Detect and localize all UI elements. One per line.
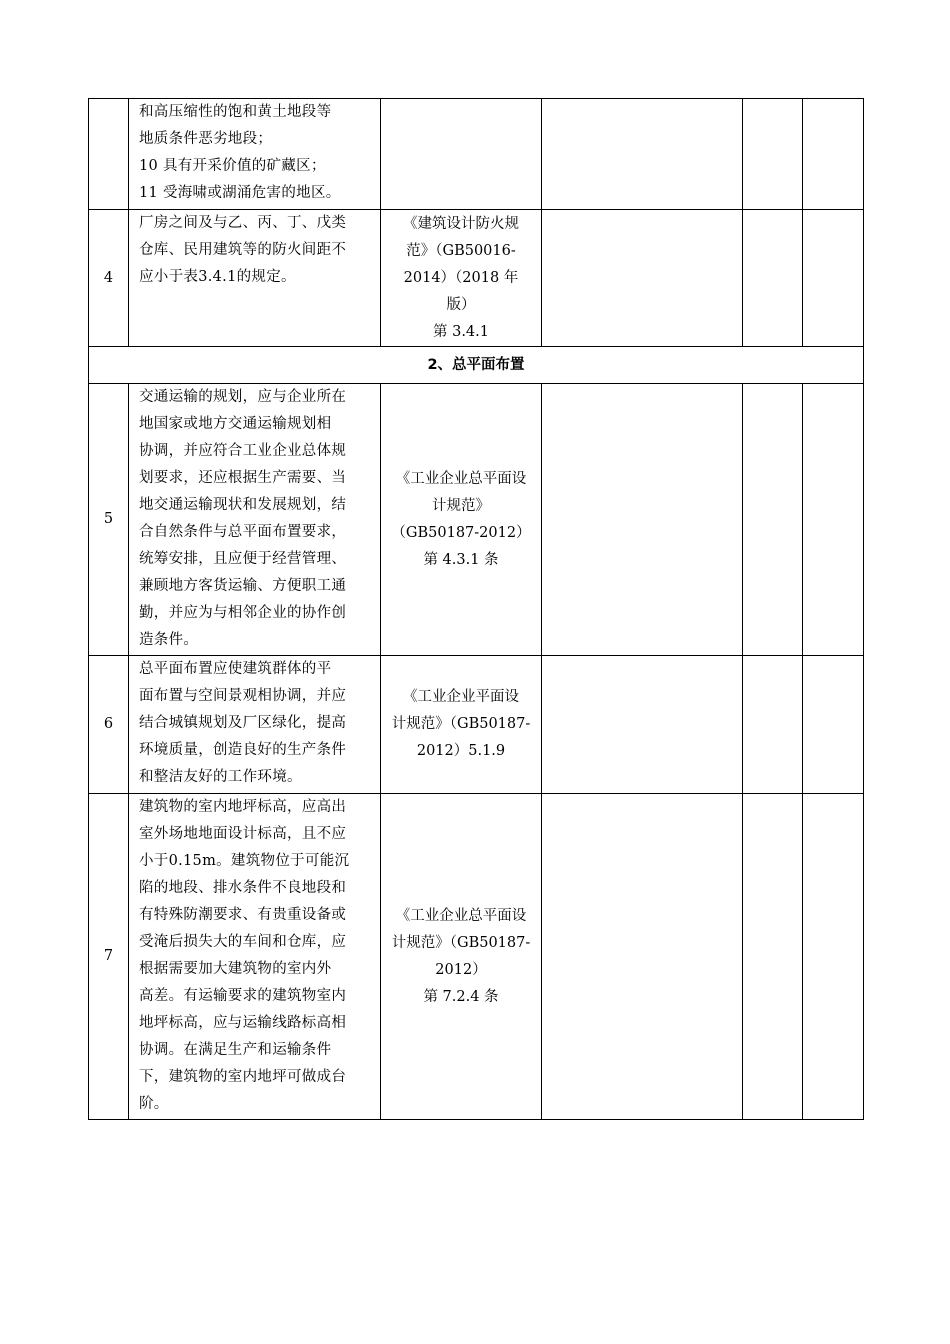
requirement-line: 建筑物的室内地坪标高，应高出: [139, 799, 347, 815]
requirement-line: 结合城镇规划及厂区绿化，提高: [139, 715, 347, 731]
section-row: [89, 347, 864, 384]
requirement-line: 地交通运输现状和发展规划，结: [139, 497, 347, 513]
requirement-line: 交通运输的规划，应与企业所在: [139, 389, 347, 405]
requirement-line: 兼顾地方客货运输、方便职工通: [139, 578, 347, 594]
requirement-line: 受淹后损失大的车间和仓库，应: [139, 934, 347, 950]
basis-line: 计规范》: [432, 497, 490, 514]
requirement-line: 仓库、民用建筑等的防火间距不: [139, 242, 347, 258]
table-row: [89, 99, 864, 210]
section-title: 2、总平面布置: [89, 347, 864, 384]
basis-line: 2014）（2018 年: [403, 269, 519, 286]
requirement-line: 陷的地段、排水条件不良地段和: [139, 880, 347, 896]
basis-cell: [381, 656, 542, 794]
requirement-line: 总平面布置应使建筑群体的平: [139, 661, 332, 677]
inspection-table: [88, 98, 864, 1120]
requirement-cell: [129, 656, 381, 794]
empty-cell: [542, 656, 743, 794]
requirement-line: 协调，并应符合工业企业总体规: [139, 443, 347, 459]
requirement-line: 环境质量，创造良好的生产条件: [139, 742, 347, 758]
basis-line: 《工业企业总平面设: [395, 907, 527, 924]
requirement-line: 厂房之间及与乙、丙、丁、戊类: [139, 215, 347, 231]
basis-cell: [381, 384, 542, 656]
empty-cell: [803, 656, 864, 794]
row-number: 5: [89, 384, 129, 656]
empty-cell: [743, 656, 803, 794]
empty-cell: [743, 794, 803, 1120]
requirement-line: 10 具有开采价值的矿藏区；: [139, 158, 326, 174]
basis-line: 计规范》（GB50187-: [391, 716, 531, 732]
requirement-line: 高差。有运输要求的建筑物室内: [139, 988, 347, 1004]
empty-cell: [803, 384, 864, 656]
empty-cell: [542, 99, 743, 210]
table-row: [89, 794, 864, 1120]
empty-cell: [743, 99, 803, 210]
requirement-line: 划要求，还应根据生产需要、当: [139, 470, 347, 486]
requirement-line: 地坪标高，应与运输线路标高相: [139, 1015, 347, 1031]
table-row: [89, 656, 864, 794]
empty-cell: [542, 384, 743, 656]
basis-line: 《工业企业总平面设: [395, 470, 527, 487]
requirement-cell: [129, 384, 381, 656]
empty-cell: [743, 210, 803, 347]
requirement-line: 下，建筑物的室内地坪可做成台: [139, 1069, 347, 1085]
requirement-line: 勤，并应为与相邻企业的协作创: [139, 605, 347, 621]
basis-line: （GB50187-2012）: [391, 524, 531, 541]
basis-line: 2012）: [435, 961, 487, 978]
basis-cell: [381, 210, 542, 347]
requirement-line: 和高压缩性的饱和黄土地段等: [139, 104, 332, 120]
requirement-line: 地国家或地方交通运输规划相: [139, 416, 332, 432]
requirement-line: 根据需要加大建筑物的室内外: [139, 961, 332, 977]
basis-line: 第 7.2.4 条: [423, 988, 499, 1005]
row-number: 6: [89, 656, 129, 794]
row-number: 7: [89, 794, 129, 1120]
basis-line: 范》（GB50016-: [406, 242, 516, 259]
empty-cell: [803, 794, 864, 1120]
basis-line: 《建筑设计防火规: [403, 215, 519, 232]
requirement-line: 面布置与空间景观相协调，并应: [139, 688, 347, 704]
basis-line: 第 3.4.1: [432, 323, 489, 340]
requirement-line: 协调。在满足生产和运输条件: [139, 1042, 332, 1058]
requirement-line: 统筹安排，且应便于经营管理、: [139, 551, 347, 567]
requirement-line: 应小于表3.4.1的规定。: [139, 269, 296, 285]
table-row: [89, 210, 864, 347]
basis-cell: [381, 99, 542, 210]
requirement-line: 小于0.15m。建筑物位于可能沉: [139, 853, 350, 869]
empty-cell: [542, 794, 743, 1120]
requirement-line: 合自然条件与总平面布置要求，: [139, 524, 347, 540]
requirement-cell: [129, 99, 381, 210]
requirement-line: 地质条件恶劣地段；: [139, 131, 273, 147]
row-number: [89, 99, 129, 210]
requirement-line: 和整洁友好的工作环境。: [139, 769, 302, 785]
requirement-line: 有特殊防潮要求、有贵重设备或: [139, 907, 347, 923]
table-row: [89, 384, 864, 656]
requirement-cell: [129, 210, 381, 347]
row-number: 4: [89, 210, 129, 347]
empty-cell: [803, 99, 864, 210]
empty-cell: [743, 384, 803, 656]
requirement-line: 阶。: [139, 1096, 169, 1112]
basis-cell: [381, 794, 542, 1120]
empty-cell: [542, 210, 743, 347]
basis-line: 《工业企业平面设: [403, 689, 519, 705]
empty-cell: [803, 210, 864, 347]
requirement-line: 造条件。: [139, 632, 199, 648]
requirement-line: 11 受海啸或湖涌危害的地区。: [139, 185, 341, 201]
requirement-cell: [129, 794, 381, 1120]
basis-line: 2012）5.1.9: [416, 743, 506, 759]
requirement-line: 室外场地地面设计标高，且不应: [139, 826, 347, 842]
basis-line: 计规范》（GB50187-: [391, 934, 531, 951]
basis-line: 版）: [446, 296, 476, 313]
basis-line: 第 4.3.1 条: [423, 551, 499, 568]
